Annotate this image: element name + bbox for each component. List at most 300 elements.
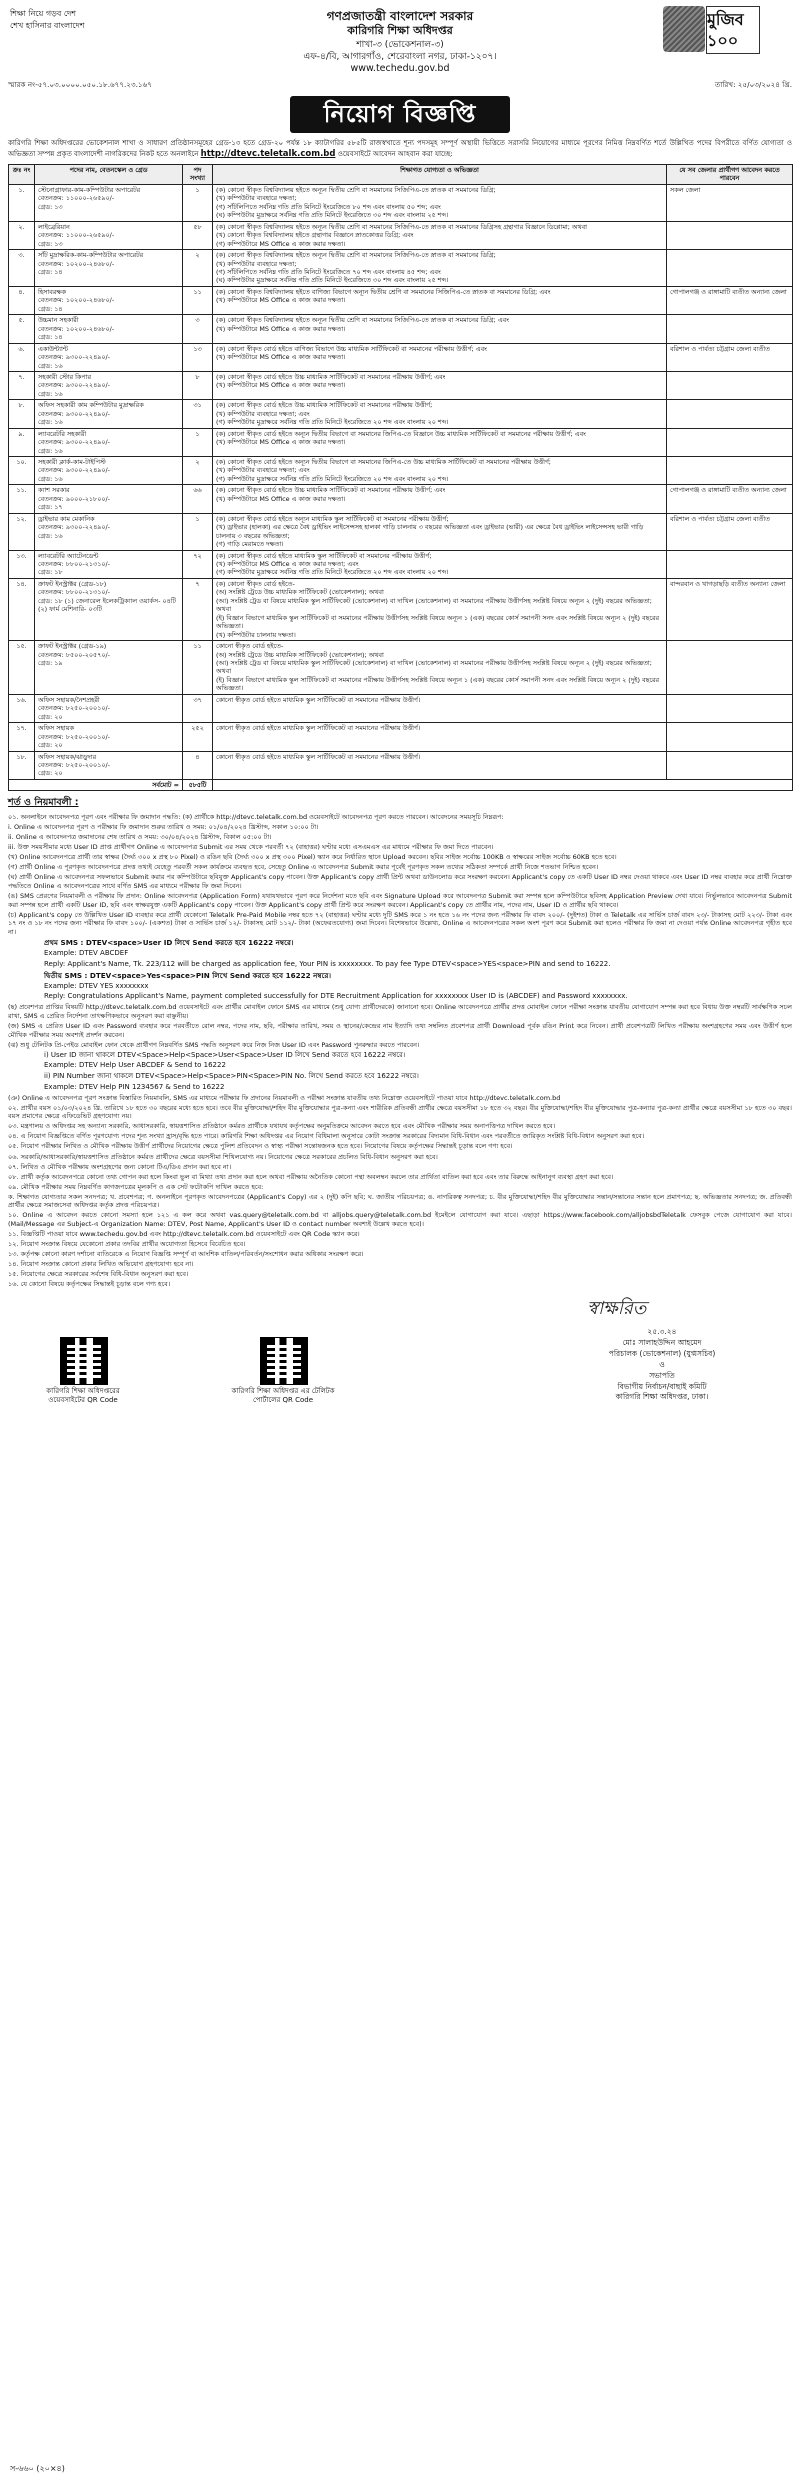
serial-text: ১৬.	[16, 695, 27, 704]
notice-title: নিয়োগ বিজ্ঞপ্তি	[290, 96, 511, 134]
condition-item: ০৩. মন্ত্রণালয় ও অধিদপ্তর সহ অন্যান্য সরকারি, আধাসরকারি, স্বায়ত্তশাসিত প্রতিষ্ঠানে কর্মরত প্রার্থীকে যথাযথ কর্তৃপক্ষের অনুমতিক্রমে আবেদন করতে হবে এবং মৌখিক পরীক্ষার সময় অনাপত্তিপত্র দাখিল করতে হবে।	[8, 1122, 556, 1131]
count-text: ২	[195, 458, 200, 467]
row-post	[35, 428, 183, 456]
row-serial	[9, 250, 35, 287]
serial-text: ৮.	[18, 401, 25, 410]
row-count	[183, 184, 213, 221]
row-qualification	[213, 578, 667, 640]
row-count	[183, 694, 213, 722]
qualification-line: (ক) কোনো স্বীকৃত বোর্ড হইতে মাধ্যমিক স্কুল সার্টিফিকেট বা সমমানের পরীক্ষায় উত্তীর্ণ;	[216, 551, 432, 560]
row-post	[35, 751, 183, 779]
serial-text: ১১.	[16, 486, 27, 495]
pay-scale: বেতনক্রম: ৯৩০০-২২৪৯০/-	[38, 523, 110, 532]
condition-item: ০৪. এ নিয়োগ বিজ্ঞপ্তিতে বর্ণিত পূরণযোগ্য পদের শূন্য সংখ্যা হ্রাস/বৃদ্ধি হতে পারে। কারিগরি শিক্ষা অধিদপ্তর এর নিয়োগ বিধিমালা অনুসারে কোটা সংক্রান্ত সরকারের বিদ্যমান বিধি-বিধান এবং পরবর্তীতে জারিকৃত সংশ্লিষ্ট বিধি-বিধান অনুসরণ করা হবে।	[8, 1132, 645, 1141]
row-qualification	[213, 315, 667, 343]
condition-item: ১৩. কর্তৃপক্ষ কোনো কারণ দর্শানো ব্যতিরেকে এ নিয়োগ বিজ্ঞপ্তি সম্পূর্ণ বা আংশিক বাতিল/পরিবর্তন/সংশোধন করার অধিকার সংরক্ষণ করে।	[8, 1250, 364, 1259]
grade: গ্রেড: ২০	[38, 712, 63, 721]
serial-text: ১.	[18, 185, 25, 194]
signer-office: কারিগরি শিক্ষা অধিদপ্তর, ঢাকা।	[615, 1392, 709, 1402]
serial-text: ১৮.	[16, 752, 27, 761]
row-districts	[667, 641, 793, 695]
count-text: ১	[195, 514, 200, 523]
conditions-heading: শর্ত ও নিয়মাবলী :	[8, 797, 79, 809]
sms2-label: দ্বিতীয় SMS : DTEV<space>Yes<space>PIN লিখে Send করতে হবে 16222 নম্বরে।	[44, 970, 332, 980]
conditions-part-3	[8, 1094, 792, 1290]
row-districts	[667, 428, 793, 456]
pay-scale: বেতনক্রম: ৯৩০০-২২৪৯০/-	[38, 409, 110, 418]
condition-item: (চ) Applicant's copy তে উল্লিখিত User ID ব্যবহার করে প্রার্থী যেকোনো Teletalk Pre-Paid Mobile নম্বর হতে ৭২ (বাহাত্তর) ঘণ্টার মধ্যে দুটি SMS করে ১ নং হতে ১৬ নং পদের জন্য পরীক্ষার ফি বাবদ ২০০/- (দুইশত) টাকা ও Teletalk এর সার্ভিস চার্জ বাবদ ২৩/- টাকাসহ মোট ২২৩/- টাকা এবং ১৭ নং ও ১৮ নং পদের জন্য পরীক্ষার ফি বাবদ ১০০/- (একশত) টাকা ও সার্ভিস চার্জ ১২/- টাকাসহ মোট ১১২/- টাকা (অফেরতযোগ্য) জমা দিবেন। বিশেষভাবে উল্লেখ্য, Online এ আবেদনপত্রের সকল অংশ পূরণ করে Submit করা হলেও পরীক্ষার ফি জমা না দেওয়া পর্যন্ত Online আবেদনপত্র গৃহীত হবে না।	[8, 910, 792, 937]
header-qualification: শিক্ষাগত যোগ্যতা ও অভিজ্ঞতা	[213, 164, 667, 184]
qualification-line: (গ) কম্পিউটার মুদ্রাক্ষরে সর্বনিম্ন গতি প্রতি মিনিটে ইংরেজিতে ২০ শব্দ এবং বাংলায় ২০ শব্দ।	[216, 568, 449, 577]
signer-title1: পরিচালক (ভোকেশনাল) (যুগ্মসচিব)	[608, 1348, 716, 1358]
table-row	[9, 485, 793, 513]
slogans	[10, 8, 85, 32]
qualification-line: (ঘ) কম্পিউটার মুদ্রাক্ষরে সর্বনিম্ন গতি প্রতি মিনিটে ইংরেজিতে ৩০ শব্দ এবং বাংলায় ২৫ শব্দ।	[216, 211, 449, 220]
qualification-line: (ক) কোনো স্বীকৃত বিশ্ববিদ্যালয় হইতে অন্যূন দ্বিতীয় শ্রেণি বা সমমানের সিজিপিএ-তে স্নাতক বা সমমানের ডিগ্রি;	[216, 251, 496, 260]
post-name: ল্যাবরেটরি অ্যাটেনডেন্ট	[38, 551, 99, 560]
footer-code: স-৬৬০ (২০×৪)	[10, 2464, 65, 2474]
notice-date: তারিখ: ২৫/০৩/২০২৪ খ্রি.	[714, 80, 792, 90]
serial-text: ১৩.	[16, 551, 27, 560]
pay-scale: বেতনক্রম: ১০২০০-২৪৬৮০/-	[38, 296, 115, 305]
qualification-line: (খ) কম্পিউটারে MS Office এ কাজ করার দক্ষতা।	[216, 296, 346, 305]
row-districts	[667, 315, 793, 343]
qualification-line: (ক) কোনো স্বীকৃত বিশ্ববিদ্যালয় হইতে অন্যূন দ্বিতীয় শ্রেণি বা সমমানের সিজিপিএ-তে স্নাতক বা সমমানের ডিগ্রিসহ গ্রন্থাগার বিজ্ঞানে ডিপ্লোমা; অথবা	[216, 222, 588, 231]
branch-name: শাখা-৩ (ভোকেশনাল-৩)	[356, 40, 444, 51]
condition-item: ০৭. লিখিত ও মৌখিক পরীক্ষায় অংশগ্রহণের জন্য কোনো টিএ/ডিএ প্রদান করা হবে না।	[8, 1162, 232, 1171]
intro-text: কারিগরি শিক্ষা অধিদপ্তরের ভোকেশনাল শাখা ও সাধারণ প্রতিষ্ঠানসমূহের গ্রেড-১৩ হতে গ্রেড-২০ পর্যন্ত ১৮ ক্যাটাগরির ৫৮৫টি রাজস্বখাতে শূন্য পদসমূহ সম্পূর্ণ অস্থায়ী ভিত্তিতে সরাসরি নিয়োগের মাধ্যমে পূরণের নিমিত্ত নিম্নবর্ণিত শর্তে উল্লিখিত পদের বিপরীতে বর্ণিত যোগ্যতা ও অভিজ্ঞতা সম্পন্ন প্রকৃত বাংলাদেশী নাগরিকদের নিকট হতে অনলাইনে	[8, 139, 792, 159]
condition-item: ০৫. নিয়োগ পরীক্ষার লিখিত ও মৌখিক পরীক্ষায় উত্তীর্ণ প্রার্থীদের নিয়োগের ক্ষেত্রে পুলিশ প্রতিবেদন ও স্বাস্থ্য পরীক্ষা সন্তোষজনক হতে হবে। নিয়োগের বিষয়ে কর্তৃপক্ষের সিদ্ধান্তই চূড়ান্ত বলে গণ্য হবে।	[8, 1142, 513, 1151]
pay-scale: বেতনক্রম: ৮৫০০-২০৫৭০/-	[38, 650, 110, 659]
row-post	[35, 315, 183, 343]
slogan-2: শেখ হাসিনার বাংলাদেশ	[10, 21, 85, 30]
row-districts	[667, 400, 793, 428]
row-serial	[9, 184, 35, 221]
post-name: অফিস সহকারী কাম কম্পিউটার মুদ্রাক্ষরিক	[38, 401, 144, 410]
qualification-line: (খ) কম্পিউটারে MS Office এ কাজ করার দক্ষতা।	[216, 324, 346, 333]
qualification-line: (ক) কোনো স্বীকৃত বোর্ড হইতে অন্যূন দ্বিতীয় বিভাগে বা সমমানের জিপিএ-তে উচ্চ মাধ্যমিক সার্টিফিকেট বা সমমানের পরীক্ষায় উত্তীর্ণ;	[216, 458, 551, 467]
row-serial	[9, 457, 35, 485]
qualification-line: (খ) কম্পিউটারে MS Office এ কাজ করার দক্ষতা; এবং	[216, 560, 359, 569]
count-text: ৮	[195, 372, 200, 381]
grade: গ্রেড: ১৬	[38, 531, 63, 540]
conditions-list	[8, 813, 792, 1289]
qualification-line: (ঘ) কম্পিউটার মুদ্রাক্ষরে সর্বনিম্ন গতি প্রতি মিনিটে ইংরেজিতে ৩০ শব্দ এবং বাংলায় ২৫ শব্দ।	[216, 276, 449, 285]
row-count	[183, 578, 213, 640]
serial-text: ১০.	[16, 458, 27, 467]
row-serial	[9, 400, 35, 428]
row-districts	[667, 457, 793, 485]
pay-scale: বেতনক্রম: ৮৮০০-২১৩১০/-	[38, 560, 110, 569]
condition-item: ০৬. সরকারি/আধাসরকারি/স্বায়ত্তশাসিত প্রতিষ্ঠানে কর্মরত প্রার্থীদের ক্ষেত্রে বয়সসীমা শিথিলযোগ্য নয়। নিয়োগের ক্ষেত্রে সরকারের প্রচলিত বিধি-বিধান অনুসরণ করা হবে।	[8, 1152, 438, 1161]
office-address: এফ-৪/বি, আগারগাঁও, শেরেবাংলা নগর, ঢাকা-১২০৭।	[303, 52, 497, 63]
sms1-label: প্রথম SMS : DTEV<space>User ID লিখে Send করতে হবে 16222 নম্বরে।	[44, 938, 294, 948]
condition-item: (ঙ) SMS প্রেরণের নিয়মাবলী ও পরীক্ষার ফি প্রদান: Online আবেদনপত্র (Application Form) যথাযথভাবে পূরণ করে নির্দেশনা মতে ছবি এবং Signature Upload করে আবেদনপত্র Submit করা সম্পন্ন হলে কম্পিউটারে ছবিসহ Application Preview দেখা যাবে। নির্ভুলভাবে আবেদনপত্র Submit করা সম্পন্ন হলে প্রার্থী একটি User ID, ছবি এবং স্বাক্ষরযুক্ত একটি Applicant's copy পাবেন। উক্ত Applicant's copy প্রার্থী প্রিন্ট করে সংরক্ষণ করবেন। Applicant's copy তে প্রার্থীর নাম, পদের নাম, User ID ও প্রার্থীর ছবি থাকবে।	[8, 891, 792, 909]
row-count	[183, 751, 213, 779]
department-name: কারিগরি শিক্ষা অধিদপ্তর	[347, 24, 453, 38]
table-row	[9, 723, 793, 751]
count-text: ১১	[193, 287, 202, 296]
row-post	[35, 343, 183, 371]
row-count	[183, 428, 213, 456]
row-qualification	[213, 286, 667, 314]
row-post	[35, 485, 183, 513]
qualification-line: (আ) সংশ্লিষ্ট ট্রেড বা বিষয়ে মাধ্যমিক স্কুল সার্টিফিকেট (ভোকেশনাল) বা দাখিল (ভোকেশনাল) বা সমমানের পরীক্ষায় উত্তীর্ণসহ সংশ্লিষ্ট বিষয়ে অন্যূন ২ (দুই) বছরের অভিজ্ঞতা; অথবা	[216, 596, 652, 614]
table-row	[9, 286, 793, 314]
row-post	[35, 221, 183, 249]
count-text: ৭	[195, 579, 200, 588]
serial-text: ১২.	[16, 514, 27, 523]
teletalk-qr-label: কারিগরি শিক্ষা অধিদপ্তর এর টেলিটক পোর্টালের QR Code	[231, 1387, 335, 1405]
qualification-line: (অ) সংশ্লিষ্ট ট্রেডে উচ্চ মাধ্যমিক সার্টিফিকেট (ভোকেশনাল); অথবা	[216, 650, 384, 659]
row-qualification	[213, 641, 667, 695]
qualification-line: (খ) কম্পিউটারে MS Office এ কাজ করার দক্ষতা।	[216, 353, 346, 362]
pay-scale: বেতনক্রম: ৯৩০০-২২৪৯০/-	[38, 438, 110, 447]
qualification-line: (ক) কোনো স্বীকৃত বোর্ড হইতে বাণিজ্য বিভাগে উচ্চ মাধ্যমিক সার্টিফিকেট বা সমমানের পরীক্ষায় উত্তীর্ণ; এবং	[216, 344, 487, 353]
condition-item: ক. শিক্ষাগত যোগ্যতার সকল সনদপত্র; খ. প্রবেশপত্র; গ. অনলাইনে পূরণকৃত আবেদনপত্রের (Applicant's Copy) এর ২ (দুই) কপি ছবি; ঘ. জাতীয় পরিচয়পত্র; ঙ. নাগরিকত্ব সনদপত্র; চ. বীর মুক্তিযোদ্ধা/শহিদ বীর মুক্তিযোদ্ধার সন্তান/সন্তানের সন্তান হলে প্রমাণপত্র; ছ. অভিজ্ঞতার সনদপত্র; জ. প্রতিবন্ধী প্রার্থীর ক্ষেত্রে সমাজসেবা অধিদপ্তর কর্তৃক প্রদত্ত পরিচয়পত্র।	[8, 1192, 792, 1210]
condition-item: i. Online এ আবেদনপত্র পূরণ ও পরীক্ষার ফি জমাদান শুরুর তারিখ ও সময়: ০১/০৪/২০২৪ খ্রিস্টাব্দ, সকাল ১০:০০ টা।	[8, 822, 319, 831]
grade: গ্রেড: ২০	[38, 769, 63, 778]
qualification-line: (ই) বিজ্ঞান বিভাগে মাধ্যমিক স্কুল সার্টিফিকেট বা সমমানের পরীক্ষায় উত্তীর্ণসহ সংশ্লিষ্ট বিষয়ে অন্যূন ১ (এক) বছরের কোর্স সমাপনী সনদ এবং সংশ্লিষ্ট বিষয়ে অন্যূন ২ (দুই) বছরের অভিজ্ঞতা।	[216, 613, 660, 631]
count-text: ৫৮	[193, 222, 202, 231]
count-text: ৭২	[193, 551, 202, 560]
qualification-line: (গ) সাঁটলিপিতে সর্বনিম্ন গতি প্রতি মিনিটে ইংরেজিতে ৮০ শব্দ এবং বাংলায় ৫০ শব্দ; এবং	[216, 202, 441, 211]
condition-item: (জ) SMS এ প্রেরিত User ID এবং Password ব্যবহার করে পরবর্তীতে রোল নম্বর, পদের নাম, ছবি, পরীক্ষার তারিখ, সময় ও স্থানের/কেন্দ্রের নাম ইত্যাদি তথ্য সম্বলিত প্রবেশপত্র প্রার্থী Download পূর্বক রঙিন Print করে নিবেন। প্রার্থী প্রবেশপত্রটি লিখিত পরীক্ষায় অংশগ্রহণের সময় এবং উত্তীর্ণ হলে মৌখিক পরীক্ষার সময় অবশ্যই প্রদর্শন করবেন।	[8, 1021, 792, 1039]
condition-item: ১২. নিয়োগ সংক্রান্ত বিষয়ে যেকোনো প্রকার তদবির প্রার্থীর অযোগ্যতা হিসেবে বিবেচিত হবে।	[8, 1240, 246, 1249]
row-qualification	[213, 694, 667, 722]
grade: গ্রেড: ১৮	[38, 568, 63, 577]
row-post	[35, 550, 183, 578]
signer-title3: সভাপতি	[649, 1370, 675, 1380]
serial-text: ১৭.	[16, 724, 27, 733]
row-districts	[667, 250, 793, 287]
conditions-part-2	[8, 1003, 792, 1050]
slogan-1: শিক্ষা নিয়ে গড়ব দেশ	[10, 9, 77, 18]
pay-scale: বেতনক্রম: ১০২০০-২৪৬৮০/-	[38, 324, 115, 333]
pay-scale: বেতনক্রম: ৮২৫০-২০০১০/-	[38, 732, 110, 741]
row-serial	[9, 315, 35, 343]
post-name: স্টেনোগ্রাফার-কাম-কম্পিউটার অপারেটর	[38, 185, 141, 194]
pay-scale: বেতনক্রম: ১০২০০-২৪৬৮০/-	[38, 259, 115, 268]
condition-item: ০৯. মৌখিক পরীক্ষার সময় নিম্নবর্ণিত কাগজপত্রের মূলকপি ও এক সেট ফটোকপি দাখিল করতে হবে:	[8, 1182, 264, 1191]
post-name: অফিস সহায়ক	[38, 724, 74, 733]
row-serial	[9, 428, 35, 456]
recover-line: Example: DTEV Help User ABCDEF & Send to 16222	[44, 1061, 226, 1070]
qualification-line: (খ) কম্পিউটার ব্যবহারে দক্ষতা;	[216, 194, 297, 203]
pay-scale: বেতনক্রম: ৯৩০০-২২৪৯০/-	[38, 353, 110, 362]
signer-committee: বিভাগীয় নির্বাচন/বাছাই কমিটি	[617, 1381, 707, 1391]
row-districts	[667, 221, 793, 249]
serial-text: ৭.	[18, 372, 25, 381]
sms1-example: Example: DTEV ABCDEF	[44, 949, 129, 958]
qualification-line: (খ) কম্পিউটারে MS Office এ কাজ করার দক্ষতা।	[216, 494, 346, 503]
memo-number: স্মারক নং-৫৭.০৩.০০০০.০৫০.১৮.৬৭৭.২৩.১৬৭	[8, 80, 152, 90]
qualification-line: (ক) কোনো স্বীকৃত বোর্ড হইতে অন্যূন মাধ্যমিক স্কুল সার্টিফিকেট বা সমমানের পরীক্ষায় উত্তীর্ণ;	[216, 514, 449, 523]
pay-scale: বেতনক্রম: ৯৩০০-২২৪৯০/-	[38, 466, 110, 475]
signature-area	[8, 1297, 792, 1447]
districts-text: বান্দরবান ও খাগড়াছড়ি ব্যতীত অন্যান্য জেলা	[670, 579, 786, 588]
row-districts	[667, 578, 793, 640]
post-name: অফিস সহায়ক/নৈশপ্রহরী	[38, 695, 100, 704]
condition-item: (ঘ) প্রার্থী Online এ আবেদনপত্র সফলভাবে Submit করার পর কম্পিউটারে ছবিযুক্ত Applicant's copy পাবেন। উক্ত Applicant's copy প্রার্থী প্রিন্ট অথবা ডাউনলোড করে সংরক্ষণ করবেন। Applicant's copy তে একটি User ID নম্বর দেওয়া থাকবে এবং User ID নম্বর ব্যবহার করে প্রার্থী নিম্নোক্ত পদ্ধতিতে Online এ আবেদনপত্রের সাথে বর্ণিত SMS এর মাধ্যমে পরীক্ষার ফি জমা দিবেন।	[8, 872, 792, 890]
posts-table	[8, 164, 793, 791]
row-qualification	[213, 371, 667, 399]
table-row	[9, 457, 793, 485]
districts-text: বরিশাল ও পার্বত্য চট্টগ্রাম জেলা ব্যতীত	[670, 344, 770, 353]
row-post	[35, 457, 183, 485]
row-serial	[9, 578, 35, 640]
row-count	[183, 513, 213, 550]
row-qualification	[213, 485, 667, 513]
condition-item: iii. উক্ত সময়সীমার মধ্যে User ID প্রাপ্ত প্রার্থীগণ Online এ আবেদনপত্র Submit এর সময় থেকে পরবর্তী ৭২ (বাহাত্তর) ঘণ্টার মধ্যে এসএমএস এর মাধ্যমে পরীক্ষার ফি জমা দিতে পারবেন।	[8, 842, 494, 851]
row-count	[183, 457, 213, 485]
row-districts	[667, 343, 793, 371]
serial-text: ৩.	[18, 251, 25, 260]
website-qr-label: কারিগরি শিক্ষা অধিদপ্তরের ওয়েবসাইটের QR Code	[46, 1387, 120, 1405]
pay-scale: বেতনক্রম: ৯৩০০-২২৪৯০/-	[38, 381, 110, 390]
row-count	[183, 343, 213, 371]
row-districts	[667, 513, 793, 550]
intro-paragraph	[8, 139, 792, 161]
total-row	[9, 779, 793, 790]
row-serial	[9, 485, 35, 513]
table-row	[9, 184, 793, 221]
row-districts	[667, 751, 793, 779]
serial-text: ১৪.	[16, 579, 27, 588]
signer-name: মোঃ সালাহউদ্দিন আহমেদ	[622, 1338, 702, 1348]
signer-block	[562, 1327, 762, 1403]
table-row	[9, 550, 793, 578]
row-serial	[9, 751, 35, 779]
table-row	[9, 400, 793, 428]
row-serial	[9, 513, 35, 550]
districts-text: গোপালগঞ্জ ও রাঙ্গামাটি ব্যতীত অন্যান্য জেলা	[670, 486, 787, 495]
title-wrap	[8, 96, 792, 134]
row-serial	[9, 221, 35, 249]
table-row	[9, 428, 793, 456]
qualification-line: (গ) গাড়ি মেরামতে দক্ষতা।	[216, 540, 284, 549]
serial-text: ১৫.	[16, 642, 27, 651]
row-count	[183, 286, 213, 314]
count-text: ১১	[193, 642, 202, 651]
post-name: ক্রাফট ইনস্ট্রাক্টর (গ্রেড-১৮)	[38, 579, 107, 588]
count-text: ২৫২	[191, 724, 204, 733]
condition-item: (খ) Online আবেদনপত্রে প্রার্থী তার স্বাক্ষর (দৈর্ঘ্য ৩০০ x প্রস্থ ৮০ Pixel) ও রঙিন ছবি (দৈর্ঘ্য ৩০০ x প্রস্থ ৩০০ Pixel) স্ক্যান করে নির্ধারিত স্থানে Upload করবেন। ছবির সাইজ সর্বোচ্চ 100KB ও স্বাক্ষরের সাইজ সর্বোচ্চ 60KB হতে হবে।	[8, 852, 617, 861]
qualification-line: (খ) কম্পিউটার ব্যবহারে দক্ষতা;	[216, 259, 297, 268]
condition-item: ০৮. প্রার্থী কর্তৃক আবেদনপত্রে কোনো তথ্য গোপন করা হলে কিংবা ভুল বা মিথ্যা তথ্য প্রদান করা হলে অথবা পরীক্ষায় অনৈতিক কোনো পন্থা অবলম্বন করলে তার প্রার্থিতা বাতিল করা হবে এবং তার বিরুদ্ধে আইনানুগ ব্যবস্থা গ্রহণ করা হবে।	[8, 1172, 614, 1181]
qualification-line: (খ) কম্পিউটার ব্যবহারে দক্ষতা; এবং	[216, 466, 310, 475]
pay-scale: বেতনক্রম: ৮৮০০-২১৩১০/-	[38, 588, 110, 597]
qualification-line: (ক) কোনো স্বীকৃত বোর্ড হইতে-	[216, 579, 295, 588]
qualification-line: (খ) কম্পিউটার ব্যবহারে দক্ষতা; এবং	[216, 409, 310, 418]
grade: গ্রেড: ১৩	[38, 202, 63, 211]
post-name: সাঁট মুদ্রাক্ষরিক-কাম-কম্পিউটার অপারেটর	[38, 251, 144, 260]
row-serial	[9, 641, 35, 695]
row-districts	[667, 184, 793, 221]
row-serial	[9, 550, 35, 578]
row-qualification	[213, 184, 667, 221]
table-row	[9, 250, 793, 287]
districts-text: গোপালগঞ্জ ও রাঙ্গামাটি ব্যতীত অন্যান্য জেলা	[670, 287, 787, 296]
qualification-line: কোনো স্বীকৃত বোর্ড হইতে মাধ্যমিক স্কুল সার্টিফিকেট বা সমমানের পরীক্ষায় উত্তীর্ণ।	[216, 695, 421, 704]
row-serial	[9, 286, 35, 314]
table-header-row	[9, 164, 793, 184]
qualification-line: (ই) বিজ্ঞান বিভাগে মাধ্যমিক স্কুল সার্টিফিকেট বা সমমানের পরীক্ষায় উত্তীর্ণসহ সংশ্লিষ্ট বিষয়ে অন্যূন ১ (এক) বছরের কোর্স সমাপনী সনদ এবং সংশ্লিষ্ট বিষয়ে অন্যূন ২ (দুই) বছরের অভিজ্ঞতা।	[216, 675, 660, 693]
teletalk-qr-code[interactable]	[260, 1337, 308, 1385]
row-post	[35, 641, 183, 695]
post-name: উচ্চমান সহকারী	[38, 316, 79, 325]
qualification-line: (ক) কোনো স্বীকৃত বিশ্ববিদ্যালয় হইতে অন্যূন দ্বিতীয় শ্রেণি বা সমমানের সিজিপিএ-তে স্নাতক বা সমমানের ডিগ্রি; এবং	[216, 316, 509, 325]
condition-item: ১১. বিজ্ঞপ্তিটি পাওয়া যাবে www.techedu.gov.bd এবং http://dtevc.teletalk.com.bd ওয়েবসাইটে এবং QR Code স্ক্যান করে।	[8, 1230, 360, 1239]
pay-scale: বেতনক্রম: ৮২৫০-২০০১০/-	[38, 704, 110, 713]
row-qualification	[213, 400, 667, 428]
post-name: একাউন্ট্যান্ট	[38, 344, 68, 353]
row-serial	[9, 371, 35, 399]
pay-scale: বেতনক্রম: ৮২৫০-২০০১০/-	[38, 760, 110, 769]
post-name: ল্যাবরেটরি সহকারী	[38, 429, 87, 438]
count-text: ৬৬	[193, 486, 202, 495]
row-serial	[9, 343, 35, 371]
row-qualification	[213, 250, 667, 287]
count-text: ১	[195, 429, 200, 438]
districts-text: বরিশাল ও পার্বত্য চট্টগ্রাম জেলা ব্যতীত	[670, 514, 770, 523]
count-text: ৪	[195, 752, 200, 761]
gov-name: গণপ্রজাতন্ত্রী বাংলাদেশ সরকার	[326, 9, 474, 23]
row-qualification	[213, 723, 667, 751]
condition-item: (গ) প্রার্থী Online এ পূরণকৃত আবেদনপত্রে প্রদত্ত তথ্যই যেহেতু পরবর্তী সকল কার্যক্রমে ব্যবহৃত হবে, সেহেতু Online এ আবেদনপত্র Submit করার পূর্বেই পূরণকৃত সকল তথ্যের সঠিকতা সম্পর্কে প্রার্থী নিজে শতভাগ নিশ্চিত হবেন।	[8, 862, 599, 871]
condition-item: (ঞ) Online এ আবেদনপত্র পূরণ সংক্রান্ত বিস্তারিত নিয়মাবলি, SMS এর মাধ্যমে পরীক্ষার ফি প্রদানের নিয়মাবলী ও পরীক্ষা সংক্রান্ত যাবতীয় তথ্য নিম্নোক্ত ওয়েবসাইটে পাওয়া যাবে http://dtevc.teletalk.com.bd	[8, 1093, 561, 1102]
qualification-line: (খ) কম্পিউটারে MS Office এ কাজ করার দক্ষতা।	[216, 438, 346, 447]
post-name: ক্যাশ সরকার	[38, 486, 70, 495]
qualification-line: (গ) কম্পিউটার মুদ্রাক্ষরে সর্বনিম্ন গতি প্রতি মিনিটে ইংরেজিতে ২০ শব্দ এবং বাংলায় ২০ শব্দ।	[216, 418, 449, 427]
qualification-line: (ক) কোনো স্বীকৃত বোর্ড হইতে উচ্চ মাধ্যমিক সার্টিফিকেট বা সমমানের পরীক্ষায় উত্তীর্ণ;	[216, 401, 433, 410]
table-row	[9, 751, 793, 779]
serial-text: ৫.	[18, 316, 25, 325]
reference-line	[8, 80, 792, 90]
sms1-reply: Reply: Applicant's Name, Tk. 223/112 will be charged as application fee, Your PIN is xxxxxxxx. To pay fee Type DTEV<space>YES<space>PIN and send to 16222.	[44, 960, 611, 968]
posts-body	[9, 184, 793, 779]
row-qualification	[213, 428, 667, 456]
qualification-line: (খ) কম্পিউটারে MS Office এ কাজ করার দক্ষতা।	[216, 381, 346, 390]
table-row	[9, 371, 793, 399]
row-count	[183, 315, 213, 343]
row-count	[183, 250, 213, 287]
serial-text: ২.	[18, 222, 25, 231]
condition-item: ১৪. নিয়োগ সংক্রান্ত কোনো প্রকার লিখিত অভিযোগ গ্রহণযোগ্য হবে না।	[8, 1260, 194, 1269]
sms2-example: Example: DTEV YES xxxxxxxx	[44, 981, 149, 990]
signature-mark	[587, 1297, 697, 1323]
pay-scale: বেতনক্রম: ৯০০০-২১৮০০/-	[38, 494, 110, 503]
grade: গ্রেড: ১৬	[38, 361, 63, 370]
condition-item: ১৬. যে কোনো বিষয়ে কর্তৃপক্ষের সিদ্ধান্তই চূড়ান্ত বলে গণ্য হবে।	[8, 1280, 171, 1289]
qualification-line: (খ) কম্পিউটার চালনায় দক্ষতা।	[216, 630, 296, 639]
header-post-count: পদ সংখ্যা	[183, 164, 213, 184]
qualification-line: (অ) সংশ্লিষ্ট ট্রেডে উচ্চ মাধ্যমিক সার্টিফিকেট (ভোকেশনাল); অথবা	[216, 588, 384, 597]
sms2-reply: Reply: Congratulations Applicant's Name, payment completed successfully for DTE Recruitment Application for xxxxxxxx User ID is (ABCDEF) and Password xxxxxxxx.	[44, 992, 628, 1001]
row-qualification	[213, 751, 667, 779]
row-count	[183, 371, 213, 399]
condition-item: ii. Online এ আবেদনপত্র জমাদানের শেষ তারিখ ও সময়: ৩০/০৪/২০২৪ খ্রিস্টাব্দ, বিকাল ০৫:০০ টা।	[8, 832, 272, 841]
table-row	[9, 694, 793, 722]
row-post	[35, 250, 183, 287]
serial-text: ৯.	[18, 429, 25, 438]
districts-text: সকল জেলা	[670, 185, 701, 194]
row-post	[35, 723, 183, 751]
row-serial	[9, 723, 35, 751]
website-link[interactable]: www.techedu.gov.bd	[350, 63, 450, 75]
post-name: ক্রাফট ইনস্ট্রাক্টর (গ্রেড-১৯)	[38, 642, 107, 651]
row-count	[183, 221, 213, 249]
row-post	[35, 286, 183, 314]
row-districts	[667, 694, 793, 722]
application-link[interactable]: http://dtevc.teletalk.com.bd	[200, 149, 336, 160]
grade: গ্রেড: ১৬	[38, 446, 63, 455]
serial-text: ৪.	[18, 287, 25, 296]
recover-instructions	[8, 1051, 792, 1093]
row-districts	[667, 485, 793, 513]
count-text: ১৩	[193, 344, 202, 353]
table-row	[9, 343, 793, 371]
row-qualification	[213, 550, 667, 578]
count-text: ১	[195, 185, 200, 194]
condition-item: ১৫. নিয়োগের ক্ষেত্রে সরকারের সর্বশেষ বিধি-বিধান অনুসরণ করা হবে।	[8, 1270, 189, 1279]
row-count	[183, 550, 213, 578]
signer-title2: ও	[659, 1359, 665, 1369]
header-serial: ক্রঃ নং	[9, 164, 35, 184]
grade: গ্রেড: ১৪	[38, 333, 63, 342]
qualification-line: (গ) কম্পিউটারে MS Office এ কাজ করার দক্ষতা।	[216, 239, 346, 248]
table-row	[9, 221, 793, 249]
post-name: ড্রাইভার কাম মেকানিক	[38, 514, 95, 523]
table-row	[9, 641, 793, 695]
qualification-line: কোনো স্বীকৃত বোর্ড হইতে মাধ্যমিক স্কুল সার্টিফিকেট বা সমমানের পরীক্ষায় উত্তীর্ণ।	[216, 724, 421, 733]
grade: গ্রেড: ২০	[38, 741, 63, 750]
condition-item: ০১. অনলাইনে আবেদনপত্র পূরণ এবং পরীক্ষার ফি জমাদান পদ্ধতি: (ক) প্রার্থীকে http://dtevc.teletalk.com.bd ওয়েবসাইটে আবেদনপত্র পূরণ করতে পারবেন। আবেদনের সময়সূচি নিম্নরূপ:	[8, 812, 504, 821]
row-post	[35, 513, 183, 550]
post-name: অফিস সহায়ক/ঝাড়ুদার	[38, 752, 97, 761]
grade: গ্রেড: ১৬	[38, 418, 63, 427]
qualification-line: (ক) কোনো স্বীকৃত বোর্ড হইতে উচ্চ মাধ্যমিক সার্টিফিকেট বা সমমানের পরীক্ষায় উত্তীর্ণ; এবং	[216, 372, 446, 381]
grade: গ্রেড: ১৭	[38, 503, 63, 512]
pay-scale: বেতনক্রম: ১১০০০-২৬৫৯০/-	[38, 194, 115, 203]
pay-scale: বেতনক্রম: ১১০০০-২৬৫৯০/-	[38, 231, 115, 240]
qualification-line: (ক) কোনো স্বীকৃত বিশ্ববিদ্যালয় হইতে অন্যূন দ্বিতীয় শ্রেণি বা সমমানের সিজিপিএ-তে স্নাতক বা সমমানের ডিগ্রি;	[216, 185, 496, 194]
row-post	[35, 400, 183, 428]
row-qualification	[213, 221, 667, 249]
post-name: হিসাবরক্ষক	[38, 287, 66, 296]
row-qualification	[213, 457, 667, 485]
qualification-line: (আ) সংশ্লিষ্ট ট্রেড বা বিষয়ে মাধ্যমিক স্কুল সার্টিফিকেট (ভোকেশনাল) বা দাখিল (ভোকেশনাল) বা সমমানের পরীক্ষায় উত্তীর্ণসহ সংশ্লিষ্ট বিষয়ে অন্যূন ২ (দুই) বছরের অভিজ্ঞতা; অথবা	[216, 659, 652, 676]
row-count	[183, 723, 213, 751]
mujib100-logo: মুজিব ১০০	[706, 6, 760, 54]
row-post	[35, 371, 183, 399]
count-text: ২	[195, 251, 200, 260]
total-label: সর্বমোট =	[9, 779, 183, 790]
table-row	[9, 315, 793, 343]
count-text: ৩৭	[193, 695, 202, 704]
row-count	[183, 485, 213, 513]
grade: গ্রেড: ১৩	[38, 239, 63, 248]
row-serial	[9, 694, 35, 722]
row-post	[35, 694, 183, 722]
condition-item: ১০. Online এ আবেদন করতে কোনো সমস্যা হলে ১২১ এ কল করে অথবা vas.query@teletalk.com.bd বা alljobs.query@teletalk.com.bd ইমেইলে যোগাযোগ করা যাবে। এছাড়া https://www.facebook.com/alljobsbdTeletalk ফেসবুক পেজে যোগাযোগ করা যাবে। (Mail/Message এর Subject-এ Organization Name: DTEV, Post Name, Applicant's User ID ও contact number অবশ্যই উল্লেখ করতে হবে)।	[8, 1211, 792, 1229]
qualification-line: (খ) কোনো স্বীকৃত বিশ্ববিদ্যালয় হইতে গ্রন্থাগার বিজ্ঞানে স্নাতকোত্তর ডিগ্রি; এবং	[216, 231, 414, 240]
website-qr-code[interactable]	[60, 1337, 108, 1385]
qualification-line: (ক) কোনো স্বীকৃত বিশ্ববিদ্যালয় হইতে বাণিজ্য বিভাগে অন্যূন দ্বিতীয় শ্রেণি বা সমমানের সিজিপিএ-তে স্নাতক বা সমমানের ডিগ্রি; এবং	[216, 287, 551, 296]
row-districts	[667, 723, 793, 751]
grade: গ্রেড: ১৮ (১) জেনারেল ইলেকট্রিক্যাল ওয়ার্কস- ০৪টি (২) ফার্ম মেশিনারি- ০৩টি	[38, 596, 177, 614]
post-name: সহকারী ক্লার্ক-কাম-টাইপিস্ট	[38, 458, 106, 467]
